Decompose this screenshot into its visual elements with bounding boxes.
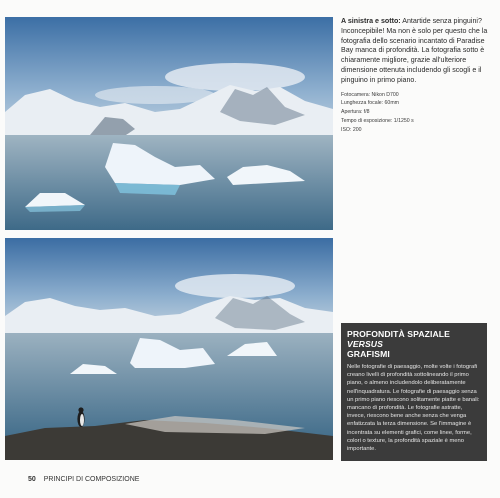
section-name: PRINCIPI DI COMPOSIZIONE xyxy=(43,476,140,483)
page-footer xyxy=(28,476,139,483)
sidebar-title-part-c: GRAFISMI xyxy=(347,349,390,359)
sidebar-body: Nelle fotografie di paesaggio, molte volte i fotografi creano livelli di profondità sottolineando il primo piano, o almeno includendolo deliberatamente nell'inquadratura. Le fotografie di paesaggio senza un primo piano riescono solitamente piatte e banali: mancano di profondità. Le fotografie astratte, invece, riescono bene anche senza che venga enfatizzata la terza dimensione. Se l'immagine è incentrata su elementi grafici, come linee, forme, colori o texture, la profondità spaziale è meno importante. xyxy=(347,364,480,453)
setting-camera: Fotocamera: Nikon D700 xyxy=(341,91,399,98)
sidebar-title-part-a: PROFONDITÀ SPAZIALE xyxy=(347,329,450,339)
caption-text xyxy=(341,17,493,86)
setting-exposure: Tempo di esposizione: 1/1250 s xyxy=(341,117,414,124)
photo-caption xyxy=(341,17,493,135)
sidebar-box xyxy=(341,323,487,461)
photo-antarctic-no-foreground xyxy=(5,17,333,230)
setting-focal-length: Lunghezza focale: 60mm xyxy=(341,100,399,107)
caption-lead-bold: A sinistra e sotto: xyxy=(341,17,401,25)
setting-aperture: Apertura: f/8 xyxy=(341,109,370,116)
setting-iso: ISO: 200 xyxy=(341,126,362,133)
page-number: 50 xyxy=(28,476,36,483)
sidebar-title xyxy=(347,329,481,359)
camera-settings xyxy=(341,91,493,135)
photo-antarctic-with-penguin xyxy=(5,238,333,460)
caption-lead-text: Antartide senza pinguini? Inconcepibile! Ma non è solo per questo che la fotografia dello scenario incantato di Paradise Bay manca di profondità. La fotografia sotto è chiaramente migliore, grazie all'ulteriore dimensione ottenuta includendo gli scogli e il pinguino in primo piano. xyxy=(341,17,488,84)
sidebar-title-versus: VERSUS xyxy=(347,339,383,349)
